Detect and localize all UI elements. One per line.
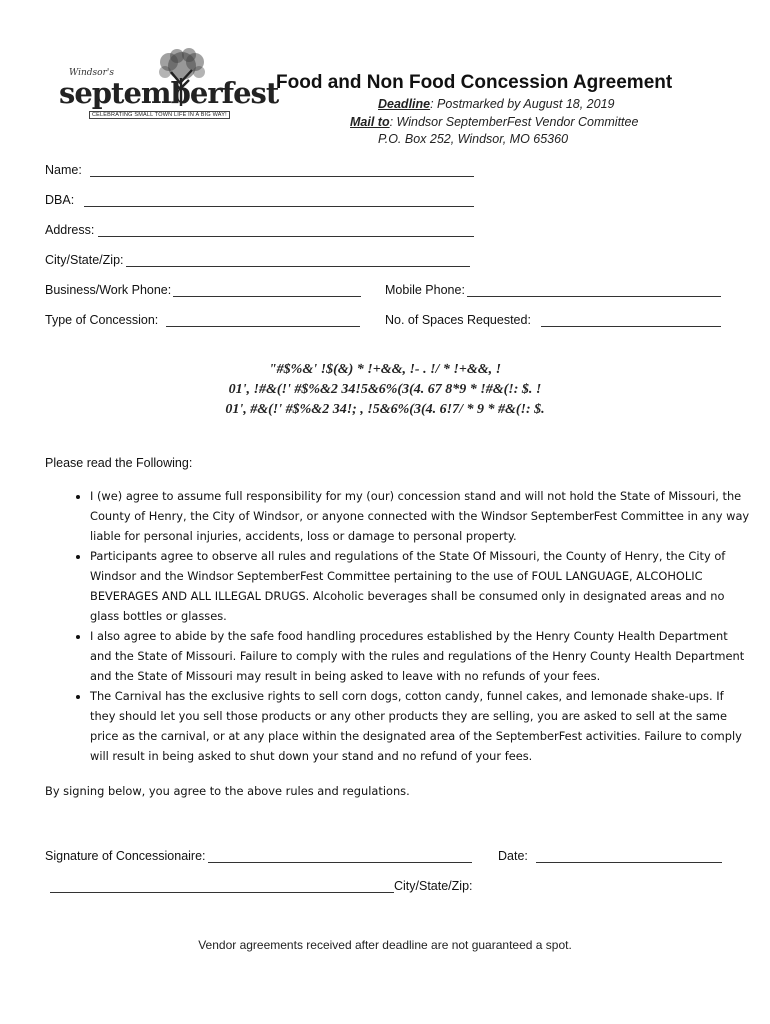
deadline-line [378, 97, 614, 111]
signature-city-row [50, 879, 473, 893]
business-phone-field[interactable] [173, 284, 361, 297]
document-title: Food and Non Food Concession Agreement [276, 72, 673, 93]
dba-row [45, 193, 474, 207]
mailto-text: : Windsor SeptemberFest Vendor Committee [389, 115, 639, 129]
date-label: Date: [498, 849, 528, 863]
fee-line-3: 01', #&(!' #$%&2 34!; , !5&6%(3(4. 6!7/ * 9 * #&(!: $. [225, 402, 545, 417]
pobox-line: P.O. Box 252, Windsor, MO 65360 [378, 132, 569, 146]
address-label: Address: [45, 223, 95, 237]
deadline-text: : Postmarked by August 18, 2019 [430, 97, 615, 111]
concession-type-label: Type of Concession: [45, 313, 159, 327]
rules-list [62, 486, 750, 766]
signature-city-label: City/State/Zip: [394, 879, 473, 893]
date-row [498, 849, 722, 863]
logo-tagline: CELEBRATING SMALL TOWN LIFE IN A BIG WAY! [89, 111, 230, 119]
spaces-label: No. of Spaces Requested: [385, 313, 531, 327]
deadline-label: Deadline [378, 97, 431, 111]
dba-label: DBA: [45, 193, 75, 207]
signature-city-field[interactable] [50, 880, 394, 893]
business-phone-row [45, 283, 361, 297]
rule-item: • I (we) agree to assume full responsibility for my (our) concession stand and will not hold the State of Missouri, the County of Henry, the City of Windsor, or anyone connected with the Windsor SeptemberFest Committee in any way liable for personal injuries, accidents, loss or damage to personal property. [90, 486, 750, 546]
address-row [45, 223, 474, 237]
septemberfest-logo [55, 48, 279, 126]
rule-item: • The Carnival has the exclusive rights to sell corn dogs, cotton candy, funnel cakes, and lemonade shake-ups. If they should let you sell those products or any other products they are selling, you are asked to sell at the same price as the carnival, or at any place within the designated area of the SeptemberFest activities. Failure to comply will result in being asked to shut down your stand and no refund of your fees. [90, 686, 750, 766]
logo-windsor-text: Windsor's [69, 68, 114, 78]
name-row [45, 163, 474, 177]
city-label: City/State/Zip: [45, 253, 124, 267]
agreement-statement: By signing below, you agree to the above rules and regulations. [45, 784, 410, 798]
city-field[interactable] [126, 254, 470, 267]
fee-line-2: 01', !#&(!' #$%&2 34!5&6%(3(4. 67 8*9 * !#&(!: $. ! [228, 382, 542, 397]
business-phone-label: Business/Work Phone: [45, 283, 172, 297]
spaces-row [385, 313, 721, 327]
spaces-field[interactable] [541, 314, 721, 327]
signature-row [45, 849, 472, 863]
name-field[interactable] [90, 164, 474, 177]
name-label: Name: [45, 163, 82, 177]
signature-field[interactable] [208, 850, 472, 863]
logo-brand-text: septemberfest [59, 76, 279, 110]
dba-field[interactable] [84, 194, 474, 207]
footer-note: Vendor agreements received after deadline are not guaranteed a spot. [198, 938, 572, 952]
date-field[interactable] [536, 850, 722, 863]
read-heading: Please read the Following: [45, 456, 193, 470]
signature-label: Signature of Concessionaire: [45, 849, 206, 863]
rule-item: • I also agree to abide by the safe food handling procedures established by the Henry County Health Department and the State of Missouri. Failure to comply with the rules and regulations of the Henry County Health Department and the State of Missouri may result in being asked to leave with no refunds of your fees. [90, 626, 750, 686]
mailto-label: Mail to [350, 115, 390, 129]
mailto-line [350, 115, 638, 129]
mobile-phone-row [385, 283, 721, 297]
mobile-phone-label: Mobile Phone: [385, 283, 465, 297]
concession-type-field[interactable] [166, 314, 360, 327]
address-field[interactable] [98, 224, 474, 237]
fee-line-1: "#$%&' !$(&) * !+&&, !- . !/ * !+&&, ! [268, 362, 502, 377]
mobile-phone-field[interactable] [467, 284, 721, 297]
city-row [45, 253, 470, 267]
rule-item: • Participants agree to observe all rules and regulations of the State Of Missouri, the County of Henry, the City of Windsor and the Windsor SeptemberFest Committee pertaining to the use of FOUL LANGUAGE, ALCOHOLIC BEVERAGES AND ALL ILLEGAL DRUGS. Alcoholic beverages shall be consumed only in designated areas and no glass bottles or glasses. [90, 546, 750, 626]
concession-type-row [45, 313, 360, 327]
